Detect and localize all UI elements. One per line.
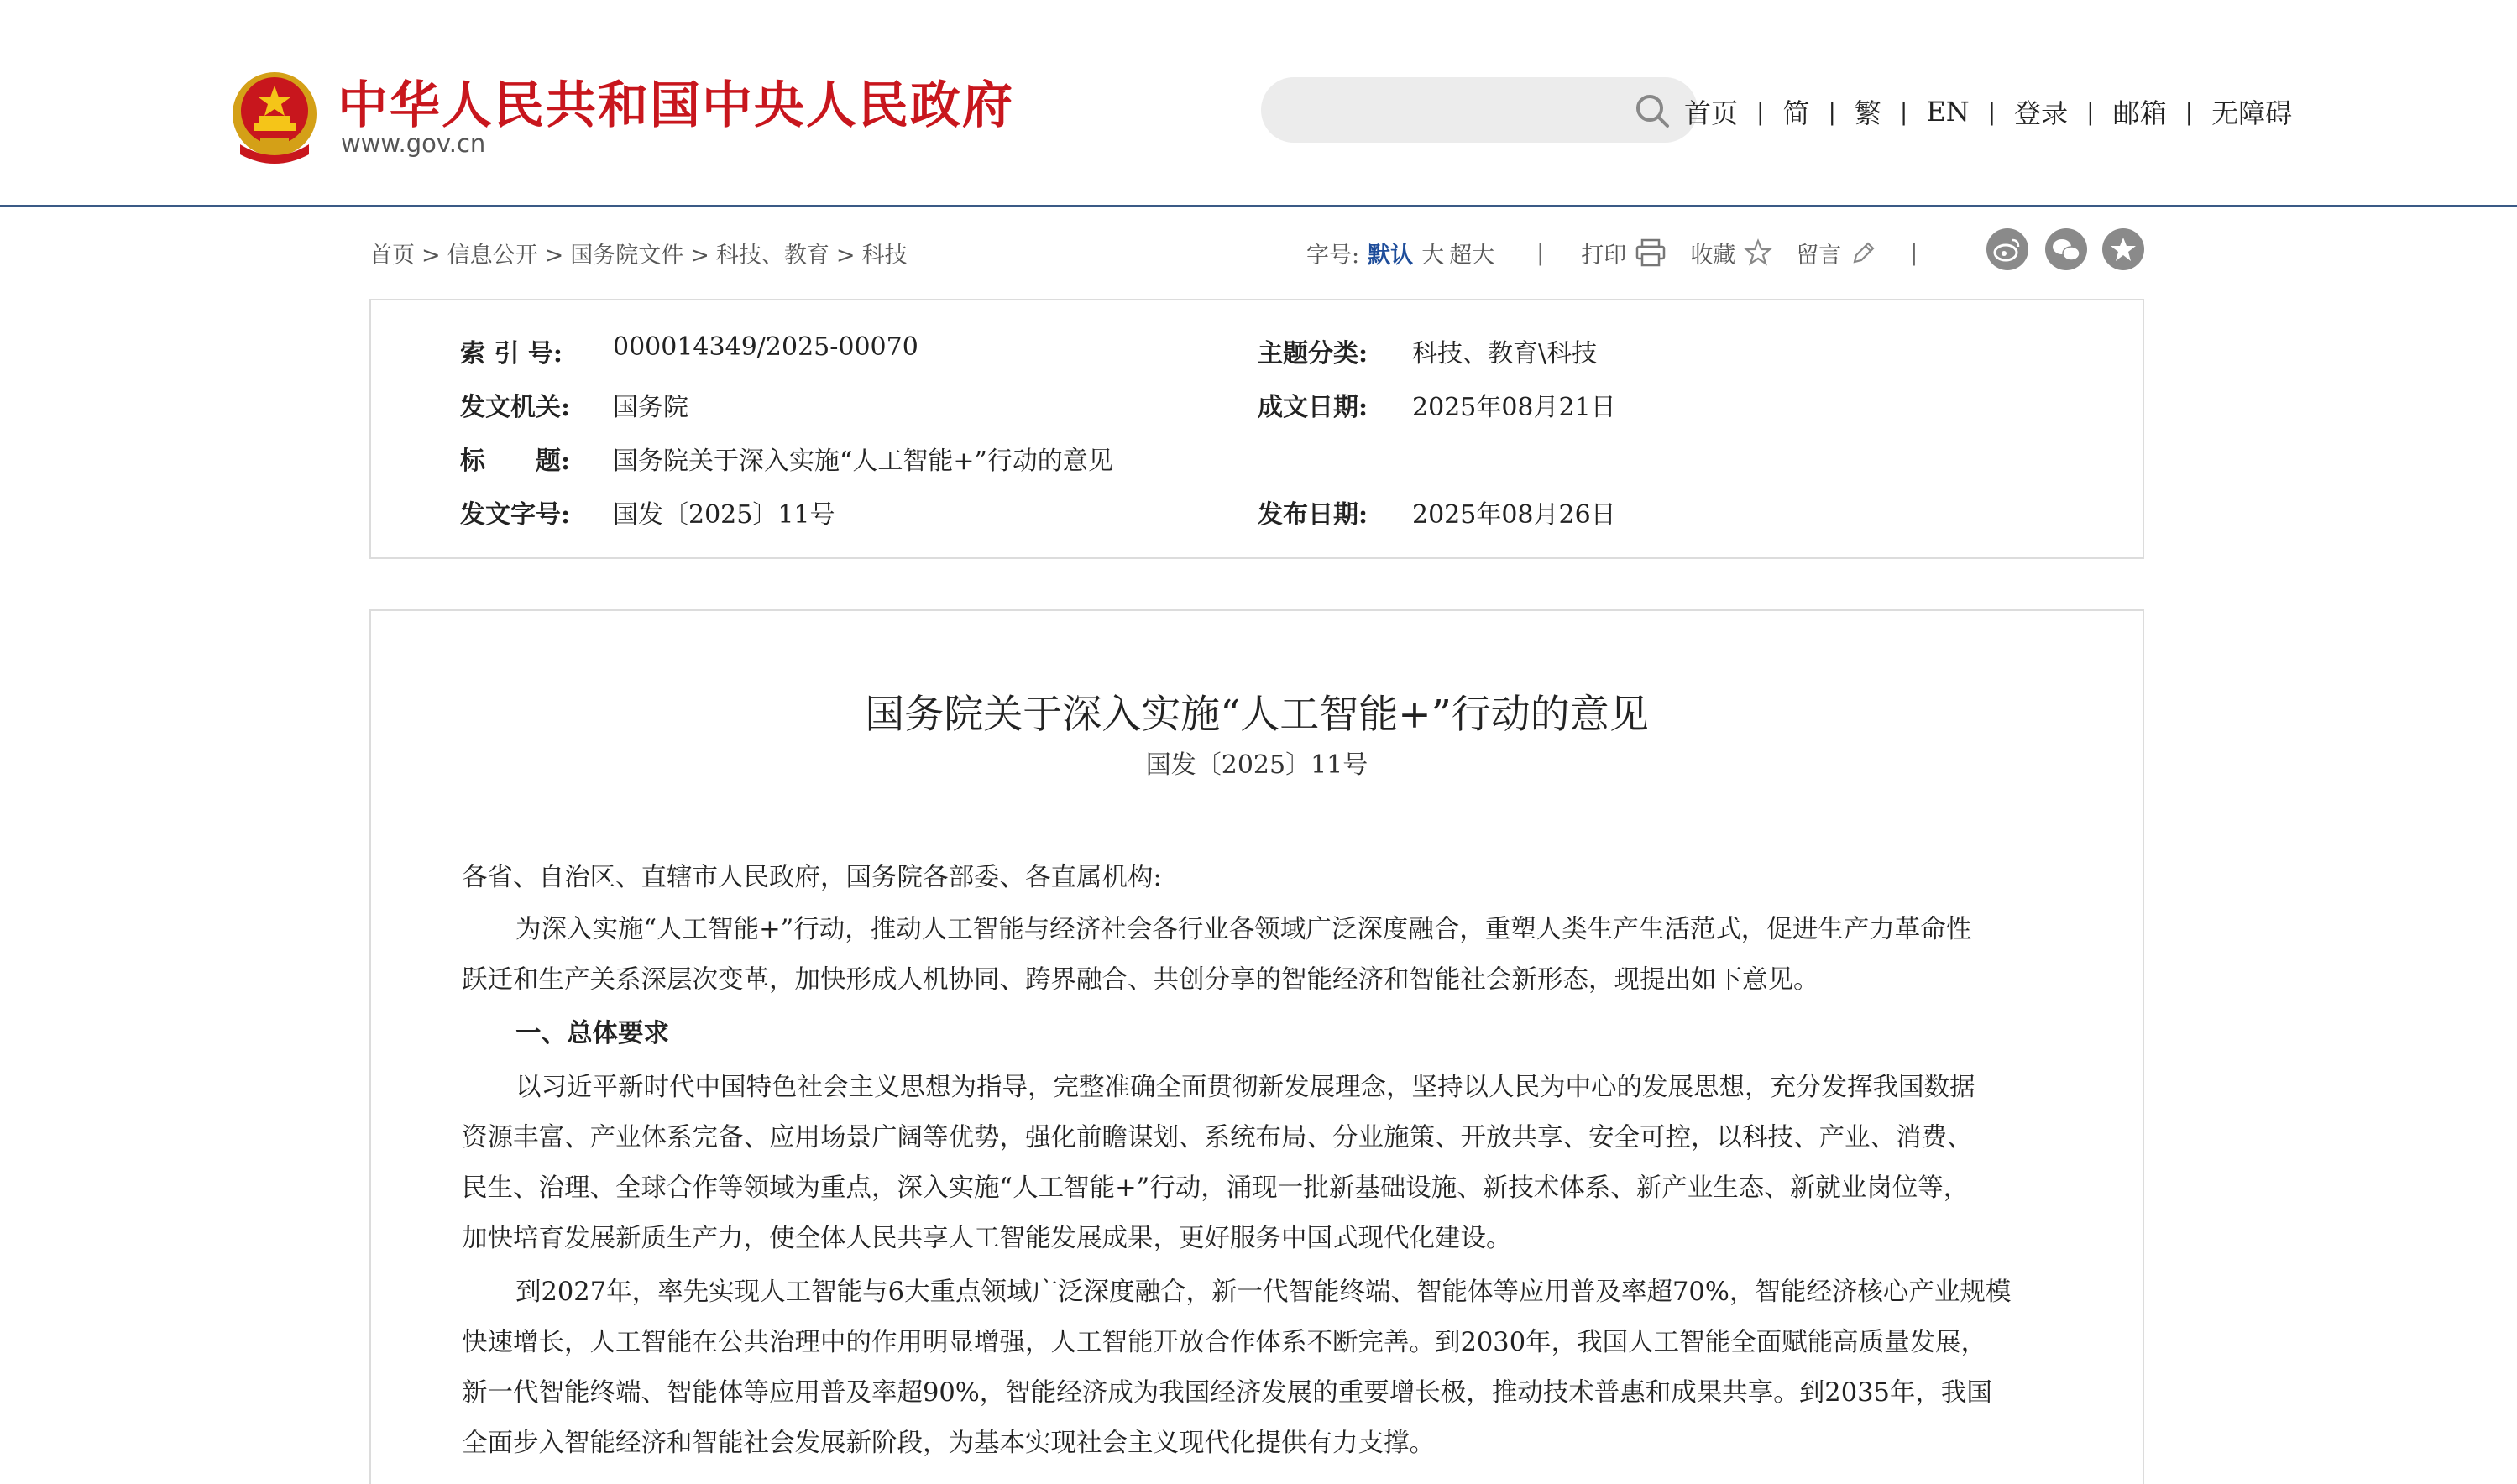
meta-topic-label: 主题分类: (1258, 339, 1368, 368)
star-icon (1744, 238, 1772, 267)
paragraph-line: 跃迁和生产关系深层次变革，加快形成人机协同、跨界融合、共创分享的智能经济和智能社会新形态，现提出如下意见。 (462, 965, 1819, 995)
breadcrumb-tech[interactable]: 科技 (861, 243, 908, 269)
meta-created-value: 2025年08月21日 (1412, 393, 1616, 422)
meta-title-value: 国务院关于深入实施“人工智能+”行动的意见 (613, 447, 1113, 476)
article-body (369, 609, 2144, 1484)
paragraph-line: 加快培育发展新质生产力，使全体人民共享人工智能发展成果，更好服务中国式现代化建设。 (462, 1224, 1512, 1253)
section-heading: 一、总体要求 (515, 1018, 669, 1048)
comment-button[interactable] (1796, 237, 1876, 269)
breadcrumb-sci-edu[interactable]: 科技、教育 (715, 243, 829, 269)
meta-index-value: 000014349/2025-00070 (613, 332, 918, 362)
wechat-share-button[interactable] (2045, 228, 2087, 270)
paragraph-line: 各省、自治区、直辖市人民政府，国务院各部委、各直属机构: (462, 863, 1162, 892)
comment-label: 留言 (1796, 242, 1842, 269)
breadcrumb-separator: > (544, 243, 564, 269)
meta-created-label: 成文日期: (1258, 393, 1368, 422)
paragraph-line: 民生、治理、全球合作等领域为重点，深入实施“人工智能+”行动，涌现一批新基础设施、新技术体系、新产业生态、新就业岗位等， (462, 1173, 1970, 1203)
paragraph-line: 全面步入智能经济和智能社会发展新阶段，为基本实现社会主义现代化提供有力支撑。 (462, 1429, 1435, 1458)
breadcrumb (369, 237, 908, 269)
nav-divider: | (1987, 97, 1996, 126)
site-title[interactable]: 中华人民共和国中央人民政府 (338, 76, 1014, 135)
meta-published-label: 发布日期: (1258, 500, 1368, 530)
wechat-icon (2045, 228, 2087, 270)
nav-login[interactable]: 登录 (2014, 97, 2069, 129)
meta-issuer-value: 国务院 (613, 393, 688, 422)
nav-divider: | (1756, 97, 1765, 126)
breadcrumb-state-council-docs[interactable]: 国务院文件 (570, 243, 684, 269)
search-input[interactable] (1261, 77, 1698, 143)
nav-divider: | (1828, 97, 1836, 126)
meta-docno-value: 国发〔2025〕11号 (613, 500, 835, 530)
weibo-icon (1986, 228, 2028, 270)
printer-icon (1635, 238, 1667, 268)
breadcrumb-info-public[interactable]: 信息公开 (447, 243, 538, 269)
breadcrumb-home[interactable]: 首页 (369, 243, 415, 269)
nav-home[interactable]: 首页 (1684, 97, 1739, 129)
meta-docno-label: 发文字号: (460, 500, 571, 530)
nav-simplified[interactable]: 简 (1782, 97, 1810, 129)
nav-divider: | (2185, 97, 2194, 126)
paragraph-line: 到2027年，率先实现人工智能与6大重点领域广泛深度融合，新一代智能终端、智能体等应用普及率超70%，智能经济核心产业规模 (515, 1278, 2012, 1307)
nav-mailbox[interactable]: 邮箱 (2112, 97, 2167, 129)
pencil-icon (1850, 238, 1876, 267)
nav-accessibility[interactable]: 无障碍 (2211, 97, 2293, 129)
article-toolbar (1306, 232, 1918, 274)
nav-divider: | (1899, 97, 1908, 126)
nav-english[interactable]: EN (1926, 96, 1970, 128)
toolbar-divider: | (1910, 239, 1918, 266)
meta-issuer-label: 发文机关: (460, 393, 571, 422)
nav-divider: | (2086, 97, 2095, 126)
breadcrumb-separator: > (690, 243, 709, 269)
favorite-label: 收藏 (1690, 242, 1736, 269)
font-size-large[interactable]: 大 (1421, 242, 1445, 269)
national-emblem-logo[interactable] (228, 67, 321, 166)
meta-title-label: 标 题: (460, 447, 571, 476)
document-metadata (369, 299, 2144, 559)
paragraph-line: 快速增长，人工智能在公共治理中的作用明显增强，人工智能开放合作体系不断完善。到2030年，我国人工智能全面赋能高质量发展， (462, 1328, 1987, 1357)
paragraph-line: 资源丰富、产业体系完备、应用场景广阔等优势，强化前瞻谋划、系统布局、分业施策、开放共享、安全可控，以科技、产业、消费、 (462, 1123, 1973, 1152)
paragraph-line: 新一代智能终端、智能体等应用普及率超90%，智能经济成为我国经济发展的重要增长极，推动技术普惠和成果共享。到2035年，我国 (462, 1378, 1992, 1408)
breadcrumb-separator: > (835, 243, 856, 269)
article-title: 国务院关于深入实施“人工智能+”行动的意见 (865, 692, 1649, 738)
article-doc-number: 国发〔2025〕11号 (1145, 750, 1368, 780)
favorite-share-button[interactable] (2102, 228, 2144, 270)
search-icon[interactable] (1634, 92, 1671, 129)
breadcrumb-separator: > (421, 243, 441, 269)
print-button[interactable] (1581, 237, 1667, 269)
meta-index-label: 索 引 号: (460, 339, 563, 368)
paragraph-line: 以习近平新时代中国特色社会主义思想为指导，完整准确全面贯彻新发展理念，坚持以人民为中心的发展思想，充分发挥我国数据 (515, 1073, 1975, 1102)
toolbar-divider: | (1536, 239, 1545, 266)
site-header (0, 0, 2517, 207)
font-size-label: 字号: (1306, 242, 1360, 269)
meta-topic-value: 科技、教育\科技 (1412, 339, 1598, 368)
weibo-share-button[interactable] (1986, 228, 2028, 270)
meta-published-value: 2025年08月26日 (1412, 500, 1616, 530)
paragraph-line: 为深入实施“人工智能+”行动，推动人工智能与经济社会各行业各领域广泛深度融合，重塑人类生产生活范式，促进生产力革命性 (515, 915, 1972, 944)
favorite-button[interactable] (1690, 237, 1772, 269)
top-nav (1684, 91, 2292, 133)
font-size-default[interactable]: 默认 (1368, 242, 1414, 269)
site-url[interactable]: www.gov.cn (341, 129, 486, 158)
print-label: 打印 (1581, 242, 1627, 269)
nav-traditional[interactable]: 繁 (1854, 97, 1881, 129)
star-share-icon (2102, 228, 2144, 270)
font-size-xlarge[interactable]: 超大 (1449, 242, 1495, 269)
